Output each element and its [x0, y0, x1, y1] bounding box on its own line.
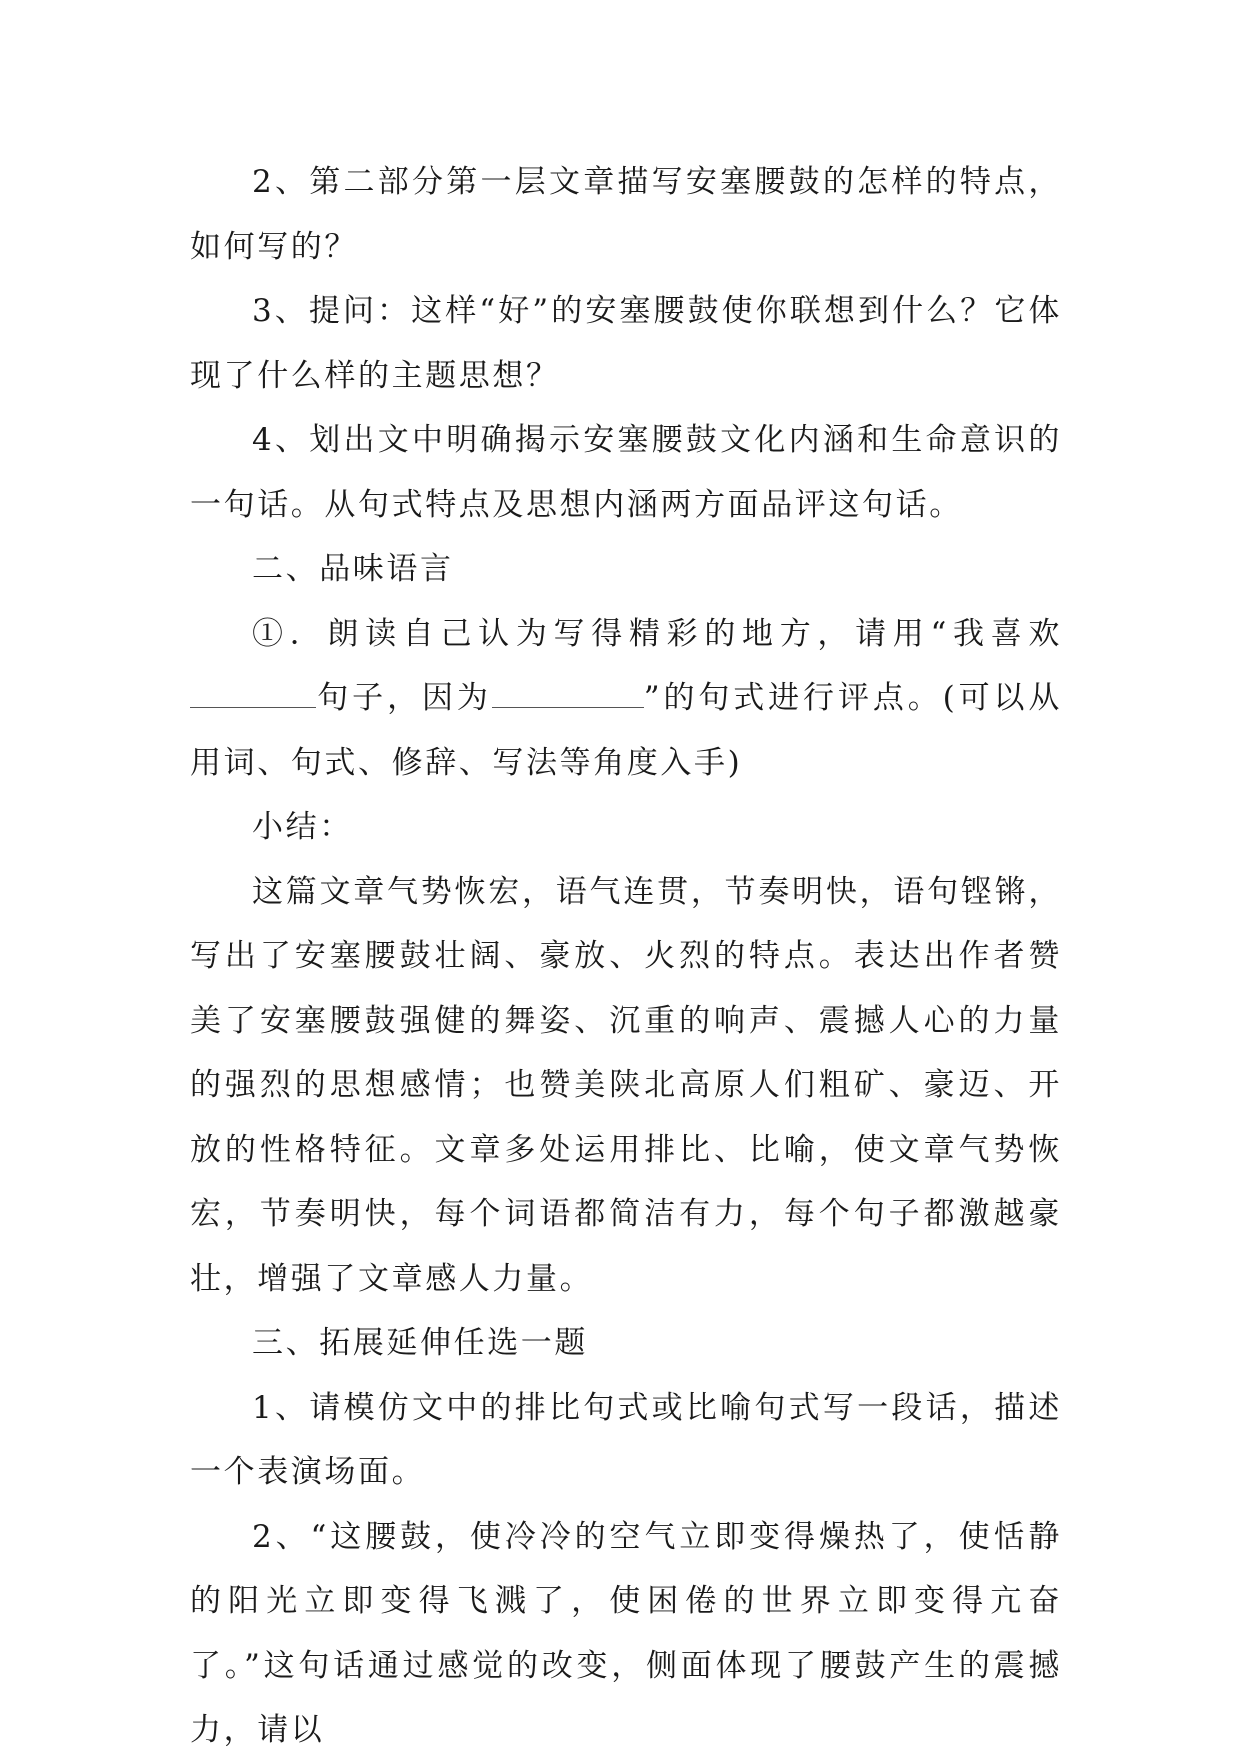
- question-4-paragraph: 4、划出文中明确揭示安塞腰鼓文化内涵和生命意识的一句话。从句式特点及思想内涵两方面品评这句话。: [190, 422, 1062, 523]
- document-body: [190, 150, 1062, 1763]
- section-heading-extension: 三、拓展延伸任选一题: [252, 1325, 588, 1361]
- extension-task-1: 1、请模仿文中的排比句式或比喻句式写一段话，描述一个表演场面。: [190, 1389, 1062, 1490]
- fill-in-text-part3: ”的句式进行评点。(可以从用词、句式、修辞、写法等角度入手): [190, 680, 1062, 781]
- fill-in-text-part1: ①．朗读自己认为写得精彩的地方，请用“我喜欢: [252, 615, 1062, 652]
- fill-in-blank-line-1: [190, 676, 316, 708]
- fill-in-blank-line-2: [492, 676, 644, 708]
- summary-label: 小结：: [252, 809, 353, 845]
- summary-paragraph: 这篇文章气势恢宏，语气连贯，节奏明快，语句铿锵，写出了安塞腰鼓壮阔、豪放、火烈的特点。表达出作者赞美了安塞腰鼓强健的舞姿、沉重的响声、震撼人心的力量的强烈的思想感情；也赞美陕北高原人们粗矿、豪迈、开放的性格特征。文章多处运用排比、比喻，使文章气势恢宏，节奏明快，每个词语都简洁有力，每个句子都激越豪壮，增强了文章感人力量。: [190, 873, 1062, 1297]
- extension-task-2: 2、“这腰鼓，使冷冷的空气立即变得燥热了，使恬静的阳光立即变得飞溅了，使困倦的世界立即变得亢奋了。”这句话通过感觉的改变，侧面体现了腰鼓产生的震撼力，请以: [190, 1518, 1062, 1748]
- fill-in-blank-paragraph: [190, 602, 1062, 796]
- fill-in-text-part2: 句子，因为: [316, 680, 492, 716]
- question-2-paragraph: 2、第二部分第一层文章描写安塞腰鼓的怎样的特点，如何写的？: [190, 164, 1062, 265]
- section-heading-language: 二、品味语言: [252, 551, 454, 587]
- question-3-paragraph: 3、提问：这样“好”的安塞腰鼓使你联想到什么？它体现了什么样的主题思想？: [190, 293, 1062, 394]
